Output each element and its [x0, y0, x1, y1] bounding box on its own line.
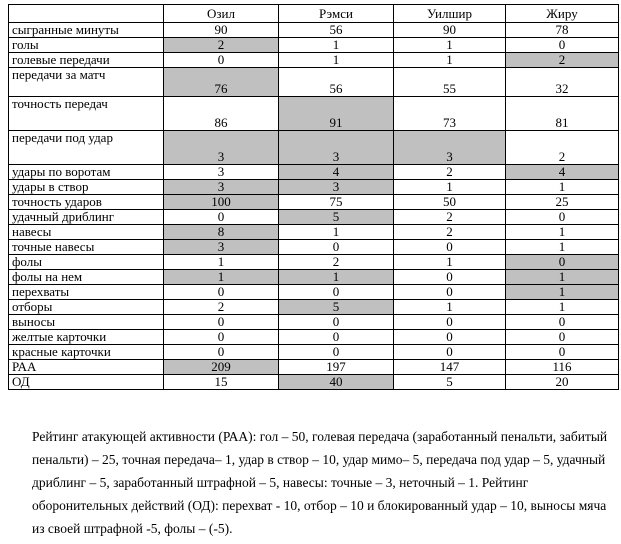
stat-cell: 2	[394, 165, 506, 180]
stat-cell: 8	[164, 225, 279, 240]
stat-cell: 55	[394, 68, 506, 97]
stat-cell: 1	[279, 53, 394, 68]
table-row	[9, 131, 619, 165]
table-row	[9, 195, 619, 210]
stat-cell: 100	[164, 195, 279, 210]
stat-cell: 1	[506, 180, 619, 195]
stat-cell: 116	[506, 360, 619, 375]
stat-cell: 0	[506, 255, 619, 270]
row-label: голы	[9, 38, 164, 53]
stat-cell: 1	[394, 180, 506, 195]
stat-cell: 0	[164, 345, 279, 360]
stat-cell: 0	[279, 315, 394, 330]
row-label: навесы	[9, 225, 164, 240]
table-row	[9, 180, 619, 195]
stat-cell: 2	[164, 38, 279, 53]
stat-cell: 91	[279, 97, 394, 131]
stat-cell: 0	[279, 330, 394, 345]
stat-cell: 3	[164, 240, 279, 255]
stat-cell: 0	[279, 285, 394, 300]
stat-cell: 1	[394, 38, 506, 53]
stat-cell: 1	[394, 300, 506, 315]
stat-cell: 78	[506, 23, 619, 38]
row-label: передачи под удар	[9, 131, 164, 165]
stat-cell: 3	[164, 165, 279, 180]
stat-cell: 0	[279, 345, 394, 360]
stat-cell: 0	[394, 315, 506, 330]
stat-cell: 0	[506, 330, 619, 345]
stat-cell: 4	[279, 165, 394, 180]
table-row	[9, 375, 619, 390]
stat-cell: 0	[279, 240, 394, 255]
stat-cell: 75	[279, 195, 394, 210]
table-row	[9, 330, 619, 345]
table-row	[9, 240, 619, 255]
header-player-wilshere: Уилшир	[394, 5, 506, 23]
table-row	[9, 270, 619, 285]
row-label: передачи за матч	[9, 68, 164, 97]
stat-cell: 76	[164, 68, 279, 97]
stat-cell: 5	[279, 210, 394, 225]
stat-cell: 1	[506, 300, 619, 315]
stat-cell: 40	[279, 375, 394, 390]
stat-cell: 0	[394, 285, 506, 300]
header-empty-cell	[9, 5, 164, 23]
table-row	[9, 285, 619, 300]
stat-cell: 2	[394, 210, 506, 225]
stat-cell: 2	[506, 131, 619, 165]
header-row	[9, 5, 619, 23]
stat-cell: 0	[164, 315, 279, 330]
row-label: РАА	[9, 360, 164, 375]
stat-cell: 147	[394, 360, 506, 375]
stat-cell: 56	[279, 68, 394, 97]
stat-cell: 90	[394, 23, 506, 38]
stat-cell: 2	[279, 255, 394, 270]
stat-cell: 1	[506, 270, 619, 285]
stat-cell: 1	[164, 270, 279, 285]
stat-cell: 1	[394, 53, 506, 68]
stat-cell: 3	[164, 131, 279, 165]
stat-cell: 0	[506, 345, 619, 360]
row-label: точные навесы	[9, 240, 164, 255]
row-label: выносы	[9, 315, 164, 330]
table-row	[9, 210, 619, 225]
header-player-giroud: Жиру	[506, 5, 619, 23]
table-row	[9, 315, 619, 330]
stat-cell: 20	[506, 375, 619, 390]
row-label: точность передач	[9, 97, 164, 131]
stat-cell: 25	[506, 195, 619, 210]
stat-cell: 0	[506, 38, 619, 53]
stat-cell: 209	[164, 360, 279, 375]
stat-cell: 1	[279, 38, 394, 53]
stat-cell: 0	[394, 345, 506, 360]
stat-cell: 3	[394, 131, 506, 165]
row-label: желтые карточки	[9, 330, 164, 345]
table-row	[9, 23, 619, 38]
stat-cell: 1	[164, 255, 279, 270]
row-label: отборы	[9, 300, 164, 315]
stat-cell: 197	[279, 360, 394, 375]
row-label: удары по воротам	[9, 165, 164, 180]
row-label: красные карточки	[9, 345, 164, 360]
stat-cell: 0	[164, 285, 279, 300]
row-label: удары в створ	[9, 180, 164, 195]
row-label: точность ударов	[9, 195, 164, 210]
stat-cell: 0	[506, 315, 619, 330]
stat-cell: 1	[506, 285, 619, 300]
stat-cell: 2	[164, 300, 279, 315]
stat-cell: 0	[164, 330, 279, 345]
stat-cell: 2	[506, 53, 619, 68]
stat-cell: 90	[164, 23, 279, 38]
row-label: фолы на нем	[9, 270, 164, 285]
stat-cell: 5	[279, 300, 394, 315]
stat-cell: 56	[279, 23, 394, 38]
stat-cell: 0	[394, 240, 506, 255]
rating-explanation-note: Рейтинг атакующей активности (РАА): гол – 50, голевая передача (заработанный пенальти, забитый пенальти) – 25, точная передача– 1, удар в створ – 10, удар мимо– 5, передача под удар – 5, удачный дриблинг – 5, заработанный штрафной – 5, навесы: точные – 3, неточный – 1. Рейтинг оборонительных действий (ОД): перехват - 10, отбор – 10 и блокированный удар – 10, выносы мяча из своей штрафной -5, фолы – (-5).	[32, 429, 608, 536]
table-row	[9, 300, 619, 315]
row-label: перехваты	[9, 285, 164, 300]
stat-cell: 5	[394, 375, 506, 390]
table-row	[9, 68, 619, 97]
stat-cell: 1	[279, 225, 394, 240]
stat-cell: 50	[394, 195, 506, 210]
stat-cell: 0	[394, 270, 506, 285]
table-row	[9, 360, 619, 375]
stat-cell: 86	[164, 97, 279, 131]
stat-cell: 32	[506, 68, 619, 97]
table-row	[9, 255, 619, 270]
stat-cell: 1	[506, 225, 619, 240]
table-row	[9, 38, 619, 53]
stat-cell: 0	[394, 330, 506, 345]
row-label: сыгранные минуты	[9, 23, 164, 38]
stat-cell: 3	[279, 180, 394, 195]
header-player-ramsey: Рэмси	[279, 5, 394, 23]
stat-cell: 81	[506, 97, 619, 131]
stat-cell: 1	[394, 255, 506, 270]
stat-cell: 1	[279, 270, 394, 285]
row-label: голевые передачи	[9, 53, 164, 68]
stat-cell: 4	[506, 165, 619, 180]
stat-cell: 3	[279, 131, 394, 165]
table-row	[9, 345, 619, 360]
table-row	[9, 165, 619, 180]
row-label: ОД	[9, 375, 164, 390]
table-row	[9, 97, 619, 131]
stat-cell: 0	[164, 53, 279, 68]
row-label: удачный дриблинг	[9, 210, 164, 225]
stat-cell: 0	[506, 210, 619, 225]
stat-cell: 0	[164, 210, 279, 225]
stat-cell: 1	[506, 240, 619, 255]
row-label: фолы	[9, 255, 164, 270]
header-player-ozil: Озил	[164, 5, 279, 23]
stats-body	[9, 23, 619, 390]
stat-cell: 2	[394, 225, 506, 240]
table-row	[9, 53, 619, 68]
stat-cell: 73	[394, 97, 506, 131]
player-stats-table	[8, 4, 619, 390]
table-row	[9, 225, 619, 240]
stat-cell: 3	[164, 180, 279, 195]
stat-cell: 15	[164, 375, 279, 390]
